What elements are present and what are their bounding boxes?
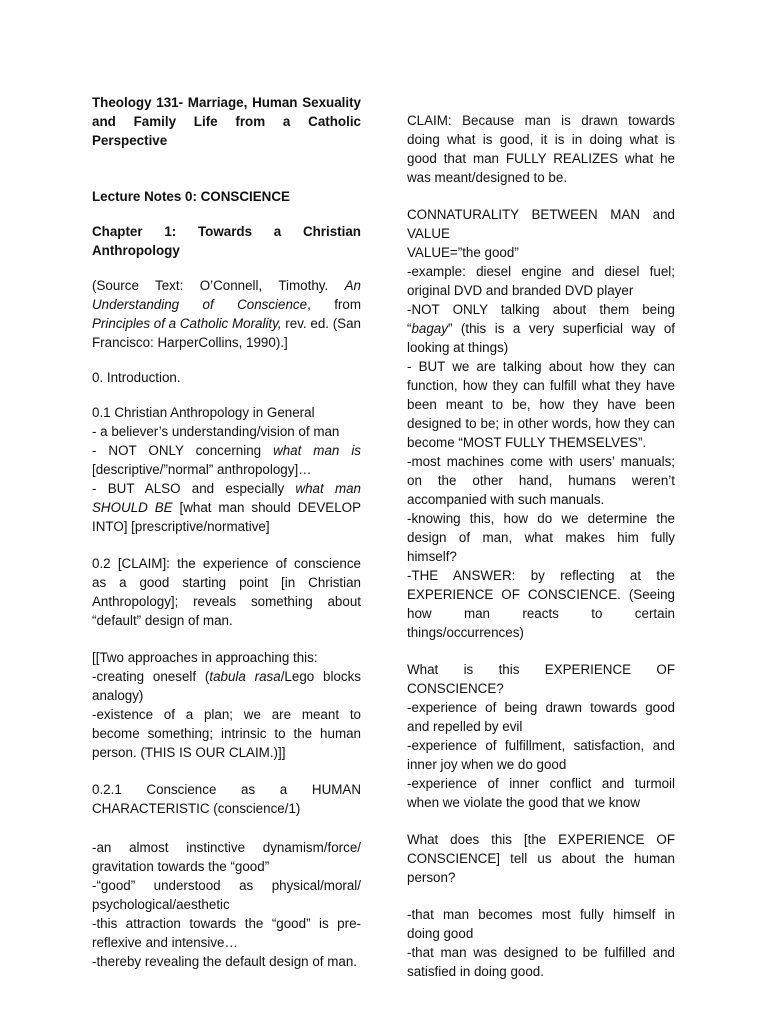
conn-line-1: CONNATURALITY BETWEEN MAN and VALUE [407,207,675,241]
claim-paragraph: CLAIM: Because man is drawn towards doing what is good, it is in doing what is good that man FULLY REALIZES what he was meant/designed to be. [407,113,675,185]
source-text-c: , from [307,297,361,312]
chapter-heading: Chapter 1: Towards a Christian Anthropology [92,224,361,258]
conn-line-5: - BUT we are talking about how they can function, how they can fulfill what they have been meant to be, how they have been designed to be; in other words, how they can become “MOST FULLY THEMSELVES”. [407,359,675,450]
experience-question: What is this EXPERIENCE OF CONSCIENCE? [407,662,675,696]
section-0-2: 0.2 [CLAIM]: the experience of conscience as a good starting point [in Christian Anthropology]; reveals something about “default” design of man. [92,556,361,628]
line-3-italic: what man SHOULD BE [92,481,361,515]
section-0-1-line-2 [92,441,361,479]
section-0-1-heading: 0.1 Christian Anthropology in General [92,405,315,420]
source-citation [92,276,361,352]
approaches-block [92,648,361,762]
approaches-line-3: -existence of a plan; we are meant to become something; intrinsic to the human person. (THIS IS OUR CLAIM.)]] [92,707,361,760]
line-2-text: - NOT ONLY concerning [92,443,274,458]
conn-line-2: VALUE=”the good” [407,245,519,260]
experience-bullet-1: -experience of being drawn towards good and repelled by evil [407,700,675,734]
conn-4-italic: bagay [411,321,448,336]
conn-line-8: -THE ANSWER: by reflecting at the EXPERIENCE OF CONSCIENCE. (Seeing how man reacts to certain things/occurrences) [407,568,675,640]
approaches-line-2 [92,667,361,705]
conn-line-3: -example: diesel engine and diesel fuel; original DVD and branded DVD player [407,264,675,298]
source-book: Principles of a Catholic Morality, [92,316,282,331]
line-3-tail: [what man should DEVELOP INTO] [prescriptive/normative] [92,500,362,534]
bullet-3: -this attraction towards the “good” is pre-reflexive and intensive… [92,916,361,950]
approach-2-text: -creating oneself ( [92,669,210,684]
source-text-a: (Source Text: O’Connell, Timothy. [92,278,345,293]
experience-bullet-3: -experience of inner conflict and turmoil when we violate the good that we know [407,776,675,810]
conn-line-4 [407,300,675,357]
source-title: An Understanding of Conscience [92,278,361,312]
answer-2: -that man was designed to be fulfilled and satisfied in doing good. [407,945,675,979]
left-column [92,93,361,971]
conn-4-tail: ” (this is a very superficial way of looking at things) [407,321,675,355]
right-column [407,111,675,981]
conn-4-text: -NOT ONLY talking about them being “ [407,302,675,336]
intro-heading: 0. Introduction. [92,370,181,385]
approach-2-tail: /Lego blocks analogy) [92,669,361,703]
conn-line-7: -knowing this, how do we determine the design of man, what makes him fully himself? [407,511,675,564]
section-0-1-line-1: - a believer’s understanding/vision of man [92,424,340,439]
line-3-text: - BUT ALSO and especially [92,481,296,496]
document-title: Theology 131- Marriage, Human Sexuality and Family Life from a Catholic Perspective [92,95,361,148]
tell-question: What does this [the EXPERIENCE OF CONSCIENCE] tell us about the human person? [407,832,675,885]
lecture-heading: Lecture Notes 0: CONSCIENCE [92,189,290,204]
characteristic-bullets [92,838,361,971]
bullet-4: -thereby revealing the default design of man. [92,954,358,969]
line-2-italic: what man is [273,443,361,458]
answer-1: -that man becomes most fully himself in doing good [407,907,675,941]
conn-line-6: -most machines come with users’ manuals; on the other hand, humans weren’t accompanied with such manuals. [407,454,675,507]
bullet-1: -an almost instinctive dynamism/force/ gravitation towards the “good” [92,840,361,874]
section-0-2-1: 0.2.1 Conscience as a HUMAN CHARACTERISTIC (conscience/1) [92,782,361,816]
experience-block [407,660,675,812]
experience-bullet-2: -experience of fulfillment, satisfaction, and inner joy when we do good [407,738,675,772]
approach-2-italic: tabula rasa [209,669,281,684]
source-text-e: rev. ed. (San Francisco: HarperCollins, 1990).] [92,316,362,350]
section-0-1 [92,403,361,536]
connaturality-block [407,205,675,642]
answers-block [407,905,675,981]
section-0-1-line-3 [92,479,361,536]
approaches-line-1: [[Two approaches in approaching this: [92,650,318,665]
line-2-tail: [descriptive/”normal” anthropology]… [92,462,312,477]
bullet-2: -“good” understood as physical/moral/ psychological/aesthetic [92,878,361,912]
